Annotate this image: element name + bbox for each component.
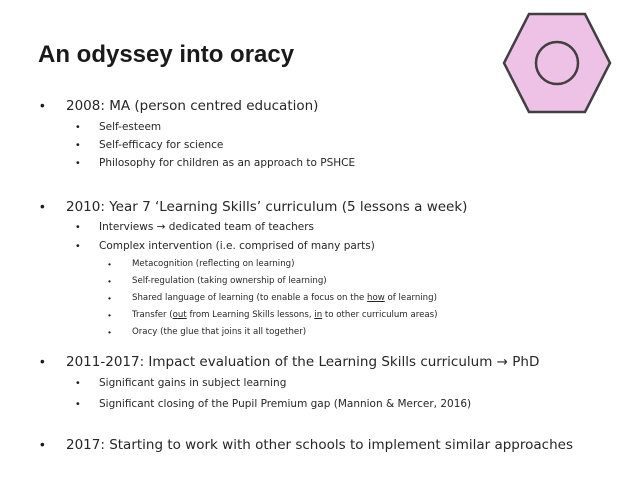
sub-item-self-efficacy: Self-efficacy for science: [99, 139, 224, 151]
sub-item-self-esteem: Self-esteem: [99, 121, 162, 133]
bullet-item-2008: 2008: MA (person centred education): [66, 98, 319, 114]
bullet: •: [108, 276, 112, 286]
bullet: •: [76, 377, 80, 389]
bullet: •: [76, 398, 80, 410]
bullet: •: [108, 310, 112, 320]
bullet: •: [76, 157, 80, 169]
bullet-item-2010: 2010: Year 7 ‘Learning Skills’ curriculum (5 lessons a week): [66, 199, 468, 215]
sub-sub-item-transfer: Transfer (out from Learning Skills lessons, in to other curriculum areas): [132, 310, 438, 320]
sub-item-pupil-premium: Significant closing of the Pupil Premium gap (Mannion & Mercer, 2016): [99, 398, 472, 410]
bullet: •: [40, 437, 45, 452]
sub-sub-item-metacognition: Metacognition (reflecting on learning): [132, 259, 295, 269]
sub-item-complex-intervention: Complex intervention (i.e. comprised of many parts): [99, 240, 375, 252]
bullet: •: [108, 293, 112, 303]
arrow-right-icon: →: [496, 354, 508, 370]
sub-item-interviews: Interviews → dedicated team of teachers: [99, 221, 315, 233]
hexagon-circle-logo-icon: [502, 10, 612, 116]
bullet: •: [108, 327, 112, 337]
slide-title: An odyssey into oracy: [38, 41, 295, 68]
bullet: •: [40, 98, 45, 113]
arrow-right-icon: →: [156, 221, 166, 233]
bullet: •: [108, 259, 112, 269]
sub-item-philosophy: Philosophy for children as an approach to PSHCE: [99, 157, 356, 169]
sub-sub-item-shared-language: Shared language of learning (to enable a focus on the how of learning): [132, 293, 437, 303]
bullet: •: [40, 354, 45, 369]
bullet: •: [76, 221, 80, 233]
bullet: •: [40, 199, 45, 214]
bullet-item-2017: 2017: Starting to work with other schools to implement similar approaches: [66, 437, 573, 453]
bullet: •: [76, 139, 80, 151]
sub-sub-item-self-regulation: Self-regulation (taking ownership of learning): [132, 276, 327, 286]
bullet-item-2011-2017: 2011-2017: Impact evaluation of the Learning Skills curriculum → PhD: [66, 354, 540, 370]
sub-sub-item-oracy: Oracy (the glue that joins it all together): [132, 327, 307, 337]
bullet: •: [76, 121, 80, 133]
sub-item-subject-learning: Significant gains in subject learning: [99, 377, 287, 389]
bullet: •: [76, 240, 80, 252]
